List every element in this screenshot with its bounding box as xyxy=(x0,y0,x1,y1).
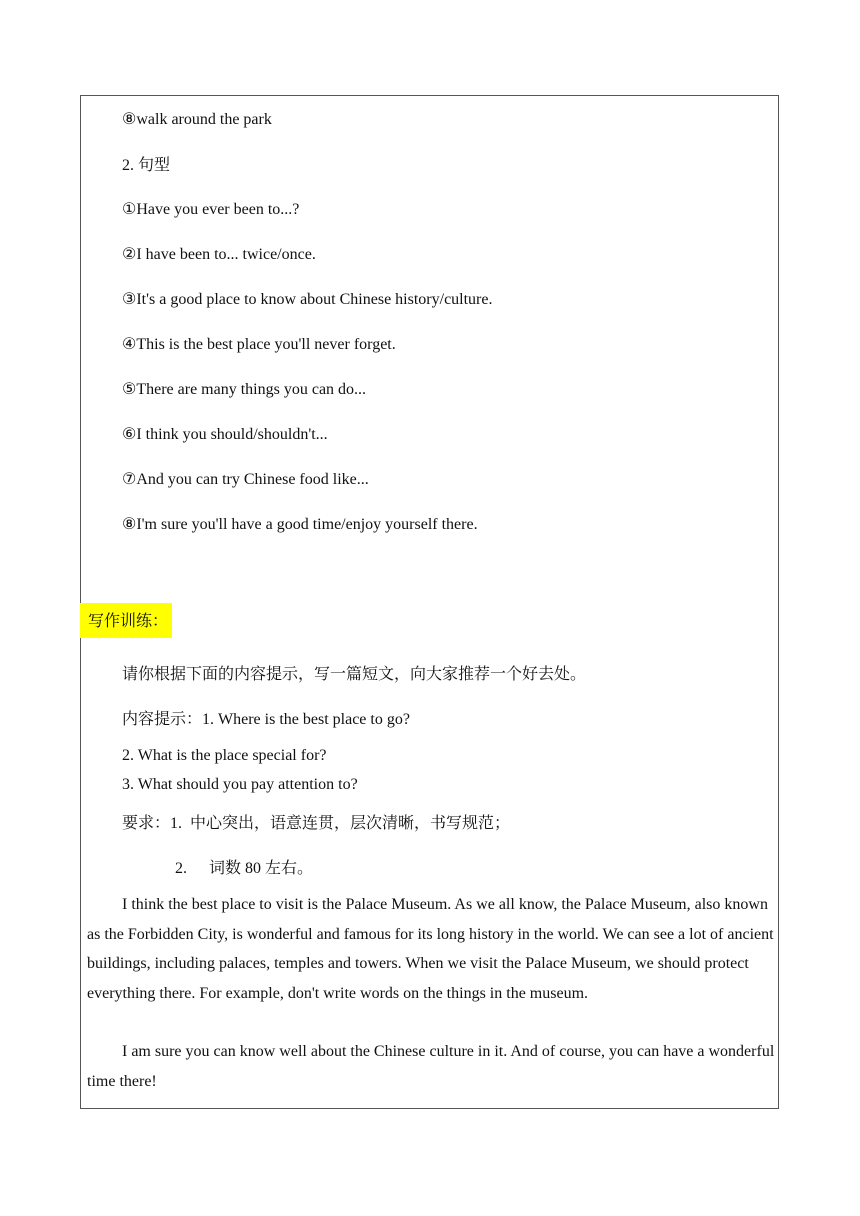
sentence-pattern-4: ④This is the best place you'll never forget. xyxy=(122,336,396,353)
requirement-1-number: 1. xyxy=(170,815,183,832)
section-title: 句型 xyxy=(138,155,171,174)
requirement-2 xyxy=(175,858,313,879)
sentence-pattern-8: ⑧I'm sure you'll have a good time/enjoy yourself there. xyxy=(122,516,478,533)
section-number: 2. xyxy=(122,157,134,174)
requirement-1 xyxy=(122,813,510,834)
sentence-pattern-6: ⑥I think you should/shouldn't... xyxy=(122,426,328,443)
essay-paragraph-1: I think the best place to visit is the Palace Museum. As we all know, the Palace Museum, also known as the Forbidden City, is wonderful and famous for its long history in the world. We can see a lot of ancient buildings, including palaces, temples and towers. When we visit the Palace Museum, we should protect everything there. For example, don't write words on the things in the museum. xyxy=(87,896,774,1002)
writing-heading-highlight: 写作训练： xyxy=(80,603,172,638)
sentence-pattern-2: ②I have been to... twice/once. xyxy=(122,246,316,263)
section-heading xyxy=(122,155,170,176)
hint-3: 3. What should you pay attention to? xyxy=(122,776,358,793)
requirement-2-prefix: 词数 xyxy=(209,858,242,877)
phrase-item-8: ⑧walk around the park xyxy=(122,111,272,128)
requirement-2-count: 80 xyxy=(245,860,262,877)
requirement-1-text: 中心突出，语意连贯，层次清晰，书写规范； xyxy=(190,813,511,832)
requirement-label: 要求： xyxy=(122,813,171,832)
writing-heading xyxy=(80,611,172,632)
requirement-2-suffix: 左右。 xyxy=(265,858,314,877)
requirement-2-number: 2. xyxy=(175,860,187,877)
hint-2: 2. What is the place special for? xyxy=(122,747,327,764)
sentence-pattern-1: ①Have you ever been to...? xyxy=(122,201,300,218)
hint-line-1 xyxy=(122,709,410,730)
sentence-pattern-7: ⑦And you can try Chinese food like... xyxy=(122,471,369,488)
writing-instruction: 请你根据下面的内容提示，写一篇短文，向大家推荐一个好去处。 xyxy=(122,664,587,683)
hint-1: 1. Where is the best place to go? xyxy=(202,711,410,728)
sentence-pattern-5: ⑤There are many things you can do... xyxy=(122,381,367,398)
hint-label: 内容提示： xyxy=(122,709,203,728)
essay-paragraph-2: I am sure you can know well about the Chinese culture in it. And of course, you can have a wonderful time there! xyxy=(87,1043,775,1090)
sentence-pattern-3: ③It's a good place to know about Chinese history/culture. xyxy=(122,291,493,308)
